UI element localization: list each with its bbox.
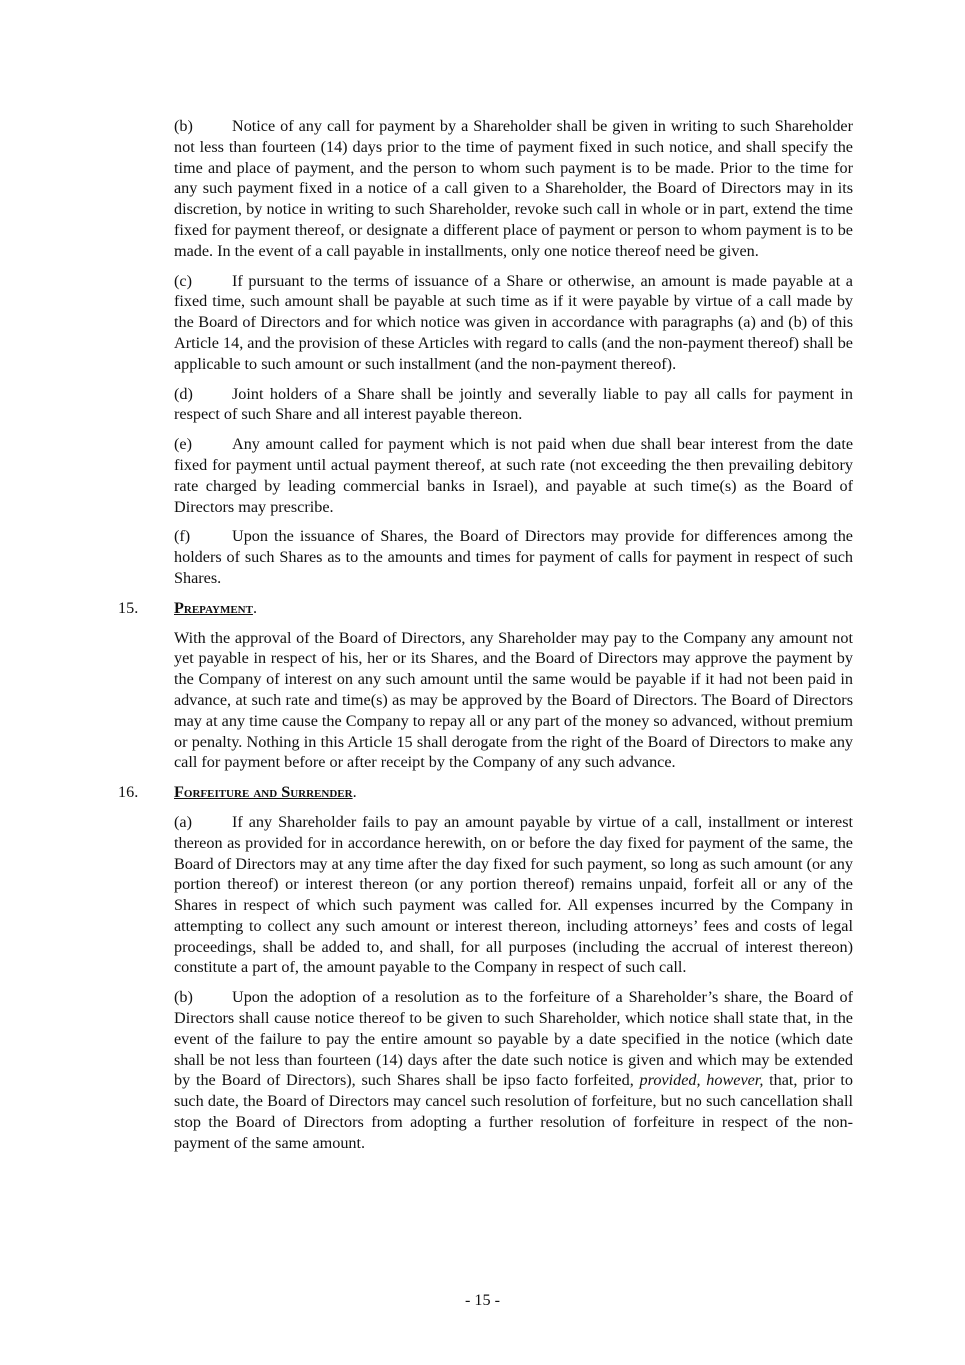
paragraph-16b: (b) Upon the adoption of a resolution as to the forfeiture of a Shareholder’s share, the Board of Directors shall cause notice thereof to be given to such Shareholder, which notice shall state that, in the event of the failure to pay the entire amount so payable by a date specified in the notice (which date shall be not less than fourteen (14) days after the date such notice is given and which may be extended by the Board of Directors), such Shares shall be ipso facto forfeited, provided, however, that, prior to such date, the Board of Directors may cancel such resolution of forfeiture, but no such cancellation shall stop the Board of Directors from adopting a further resolution of forfeiture in respect of the non-payment of the same amount. [174,988,854,1152]
paragraph-14c: (c) If pursuant to the terms of issuance of a Share or otherwise, an amount is made payable at a fixed time, such amount shall be payable at such time as if it were payable by virtue of a call made by the Board of Directors and for which notice was given in accordance with paragraphs (a) and (b) of this Article 14, and the provision of these Articles with regard to calls (and the non-payment thereof) shall be applicable to such amount or such installment (and the non-payment thereof). [174,271,853,373]
paragraph-15: With the approval of the Board of Directors, any Shareholder may pay to the Company any amount not yet payable in respect of his, her or its Shares, and the Board of Directors may approve the payment by the Company of interest on any such amount until the same would be payable if it had not been paid in advance, at such rate and time(s) as may be approved by the Board of Directors. The Board of Directors may at any time cause the Company to repay all or any part of the money so advanced, without premium or penalty. Nothing in this Article 15 shall derogate from the right of the Board of Directors to make any call for payment before or after receipt by the Company of any such advance. [174,628,853,772]
page-number: - 15 - [464,1291,501,1309]
document-body [118,116,854,1163]
section-heading-16: 16. Forfeiture and Surrender. [118,783,357,802]
paragraph-14e: (e) Any amount called for payment which is not paid when due shall bear interest from the date fixed for payment until actual payment thereof, at such rate (not exceeding the then prevailing debitory rate charged by leading commercial banks in Israel), and payable at such time(s) as the Board of Directors may prescribe. [174,435,853,516]
paragraph-16a: (a) If any Shareholder fails to pay an amount payable by virtue of a call, installment or interest thereon as provided for in accordance herewith, on or before the day fixed for payment of the same, the Board of Directors may at any time after the day fixed for such payment, so long as such amount (or any portion thereof) or interest thereon (or any portion thereof) remains unpaid, forfeit all or any of the Shares in respect of which such payment was called for. All expenses incurred by the Company in attempting to collect any such amount or interest thereon, including attorneys’ fees and costs of legal proceedings, shall be added to, and shall, for all purposes (including the accrual of interest thereon) constitute a part of, the amount payable to the Company in respect of such call. [174,812,853,977]
paragraph-14b: (b) Notice of any call for payment by a Shareholder shall be given in writing to such Shareholder not less than fourteen (14) days prior to the time of payment fixed in such notice, and shall specify the time and place of payment, and the person to whom such payment is to be made. Prior to the time for any such payment fixed in a notice of a call given to a Shareholder, the Board of Directors may in its discretion, by notice in writing to such Shareholder, revoke such call in whole or in part, extend the time fixed for payment thereof, or designate a different place of payment or person to whom payment is to be made. In the event of a call payable in installments, only one notice thereof need be given. [174,117,853,260]
paragraph-14f: (f) Upon the issuance of Shares, the Board of Directors may provide for differences among the holders of such Shares as to the amounts and times for payment of calls for payment in respect of such Shares. [174,527,853,587]
section-heading-15: 15. Prepayment. [118,598,257,617]
paragraph-14d: (d) Joint holders of a Share shall be jointly and severally liable to pay all calls for payment in respect of such Share and all interest payable thereon. [174,384,853,424]
